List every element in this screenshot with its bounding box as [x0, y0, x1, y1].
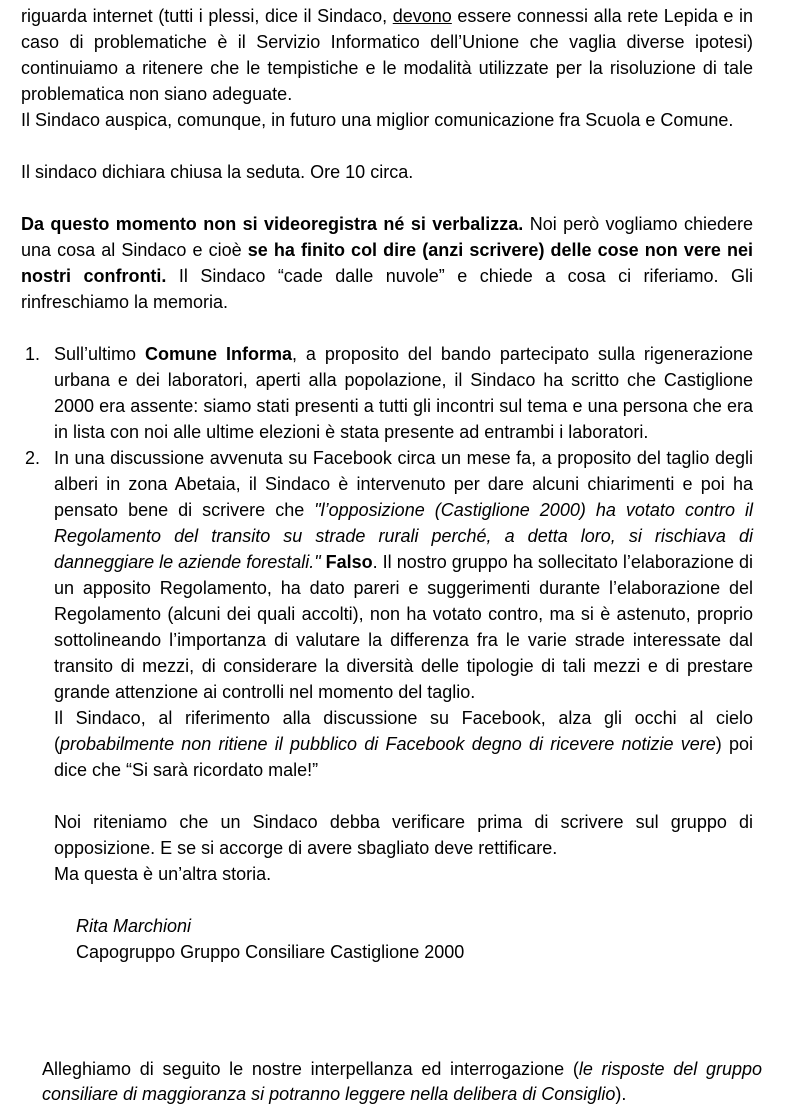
footer-attachment-note — [42, 1057, 762, 1107]
list-number: 1. — [25, 344, 41, 364]
spacer — [21, 315, 753, 341]
text: In una discussione avvenuta su Facebook circa un mese fa, a proposito del taglio degli alberi in zona Abetaia, il Sindaco è intervenuto per dare alcuni chiarimenti e poi ha pensato bene di scrivere che — [54, 448, 753, 520]
text: Alleghiamo di seguito le nostre interpellanza ed interrogazione ( — [42, 1059, 579, 1079]
paragraph-facebook — [21, 705, 753, 783]
paragraph-session-closed: Il sindaco dichiara chiusa la seduta. Ore 10 circa. — [21, 162, 414, 182]
underlined-word: devono — [392, 6, 452, 26]
text: Sull’ultimo — [54, 344, 145, 364]
signature-name — [21, 913, 753, 939]
text: riguarda internet (tutti i plessi, dice il Sindaco, — [21, 6, 393, 26]
list-item-1 — [21, 341, 753, 445]
bold-text: se ha finito col dire (anzi scrivere) delle cose non vere nei nostri confronti. — [21, 240, 754, 286]
text: Il Sindaco, al riferimento alla discussione su Facebook, alza gli occhi al cielo ( — [54, 708, 753, 754]
text: , a proposito del bando partecipato sulla rigenerazione urbana e dei laboratori, aperti alla popolazione, il Sindaco ha scritto che Castiglione 2000 era assente: siamo stati presenti a tutti gli incontri sul tema e una persona che era in lista con noi alle ultime elezioni è stata presente ad entrambi i laboratori. — [54, 344, 753, 442]
bold-text: Comune Informa — [145, 344, 292, 364]
italic-text: probabilmente non ritiene il pubblico di Facebook degno di ricevere notizie vere — [60, 734, 716, 754]
italic-quote: "l’opposizione (Castiglione 2000) ha votato contro il Regolamento del transito su strade rurali perché, a detta loro, si rischiava di danneggiare le aziende forestali." — [54, 500, 753, 572]
spacer — [21, 185, 753, 211]
paragraph-internet — [21, 3, 753, 107]
spacer — [21, 887, 753, 913]
signature-role: Capogruppo Gruppo Consiliare Castiglione 2000 — [76, 942, 465, 962]
italic-text: Rita Marchioni — [76, 916, 192, 936]
paragraph-communication: Il Sindaco auspica, comunque, in futuro una miglior comunicazione fra Scuola e Comune. — [21, 110, 734, 130]
italic-text: le risposte del gruppo consiliare di maggioranza si potranno leggere nella delibera di Consiglio — [42, 1059, 763, 1104]
text: Il Sindaco “cade dalle nuvole” e chiede a cosa ci riferiamo. Gli rinfreschiamo la memoria. — [21, 266, 753, 312]
bold-text: Falso — [325, 552, 373, 572]
paragraph-another-story: Ma questa è un’altra storia. — [54, 864, 272, 884]
document-body — [21, 3, 753, 965]
paragraph-verify: Noi riteniamo che un Sindaco debba verificare prima di scrivere sul gruppo di opposizione. E se si accorge di avere sbagliato deve rettificare. — [54, 812, 753, 858]
list-number: 2. — [25, 448, 41, 468]
text: Noi però vogliamo chiedere una cosa al Sindaco e cioè — [21, 214, 754, 260]
spacer — [21, 133, 753, 159]
spacer — [21, 783, 753, 809]
text: essere connessi alla rete Lepida e in caso di problematiche è il Servizio Informatico dell’Unione che vaglia diverse ipotesi) continuiamo a ritenere che le tempistiche e le modalità utilizzate per la risoluzione di tale problematica non siano adeguate. — [21, 6, 753, 104]
text: ). — [615, 1084, 627, 1104]
paragraph-questions — [21, 211, 753, 315]
text: ) poi dice che “Si sarà ricordato male!” — [54, 734, 753, 780]
bold-text: Da questo momento non si videoregistra né si verbalizza. — [21, 214, 524, 234]
text: . Il nostro gruppo ha sollecitato l’elaborazione di un apposito Regolamento, ha dato pareri e suggerimenti durante l’elaborazione del Regolamento (alcuni dei quali accolti), non ha votato contro, ma si è astenuto, proprio sottolineando l’importanza di valutare la differenza fra le varie strade interessate dal transito di mezzi, di considerare la diversità delle tipologie di tali mezzi e di prestare grande attenzione ai controlli nel momento del taglio. — [54, 552, 753, 702]
list-item-2 — [21, 445, 753, 705]
